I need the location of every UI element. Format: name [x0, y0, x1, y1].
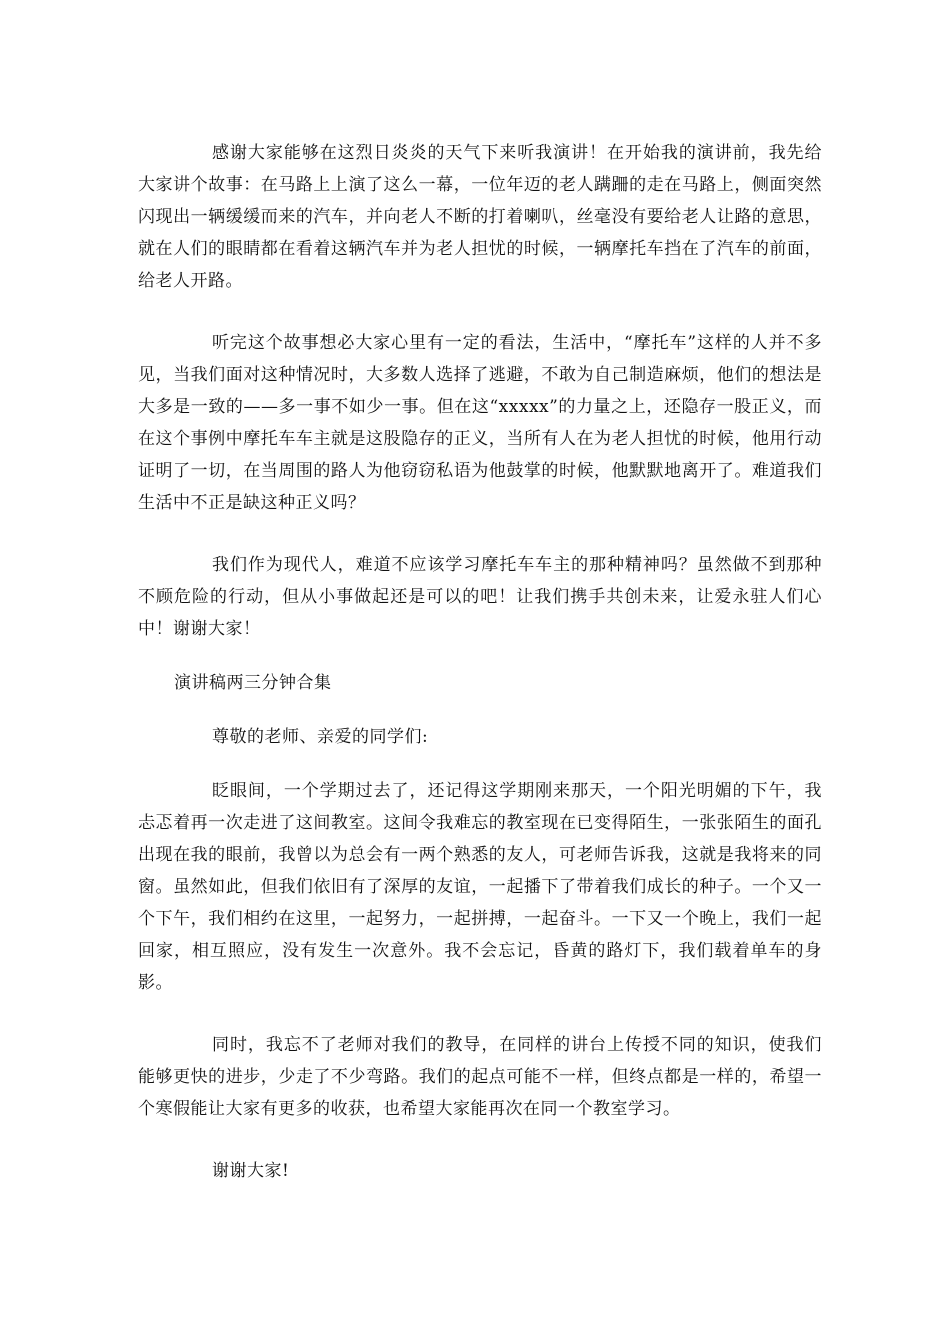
closing: 谢谢大家!: [212, 1161, 290, 1181]
document-body: [138, 137, 822, 1217]
section-title: 演讲稿两三分钟合集: [174, 673, 332, 693]
paragraph-semester: 眨眼间，一个学期过去了，还记得这学期刚来那天，一个阳光明媚的下午，我忐忑着再一次走进了这间教室。这间令我难忘的教室现在已变得陌生，一张张陌生的面孔出现在我的眼前，我曾以为总会有一两个熟悉的友人，可老师告诉我，这就是我将来的同窗。虽然如此，但我们依旧有了深厚的友谊，一起播下了带着我们成长的种子。一个又一个下午，我们相约在这里，一起努力，一起拼搏，一起奋斗。一下又一个晚上，我们一起回家，相互照应，没有发生一次意外。我不会忘记，昏黄的路灯下，我们载着单车的身影。: [138, 781, 822, 993]
paragraph-story: 感谢大家能够在这烈日炎炎的天气下来听我演讲！在开始我的演讲前，我先给大家讲个故事：在马路上上演了这么一幕，一位年迈的老人蹒跚的走在马路上，侧面突然闪现出一辆缓缓而来的汽车，并向老人不断的打着喇叭，丝毫没有要给老人让路的意思，就在人们的眼睛都在看着这辆汽车并为老人担忧的时候，一辆摩托车挡在了汽车的前面，给老人开路。: [138, 143, 822, 291]
salutation: 尊敬的老师、亲爱的同学们:: [212, 727, 429, 747]
paragraph-conclusion: 我们作为现代人，难道不应该学习摩托车车主的那种精神吗？虽然做不到那种不顾危险的行动，但从小事做起还是可以的吧！让我们携手共创未来，让爱永驻人们心中！谢谢大家！: [138, 555, 822, 639]
paragraph-teachers: 同时，我忘不了老师对我们的教导，在同样的讲台上传授不同的知识，使我们能够更快的进步，少走了不少弯路。我们的起点可能不一样，但终点都是一样的，希望一个寒假能让大家有更多的收获，也希望大家能再次在同一个教室学习。: [138, 1035, 822, 1119]
paragraph-reflection: 听完这个故事想必大家心里有一定的看法，生活中，“摩托车”这样的人并不多见，当我们面对这种情况时，大多数人选择了逃避，不敢为自己制造麻烦，他们的想法是大多是一致的——多一事不如少一事。但在这“xxxxx”的力量之上，还隐存一股正义，而在这个事例中摩托车车主就是这股隐存的正义，当所有人在为老人担忧的时候，他用行动证明了一切，在当周围的路人为他窃窃私语为他鼓掌的时候，他默默地离开了。难道我们生活中不正是缺这种正义吗？: [138, 333, 822, 513]
